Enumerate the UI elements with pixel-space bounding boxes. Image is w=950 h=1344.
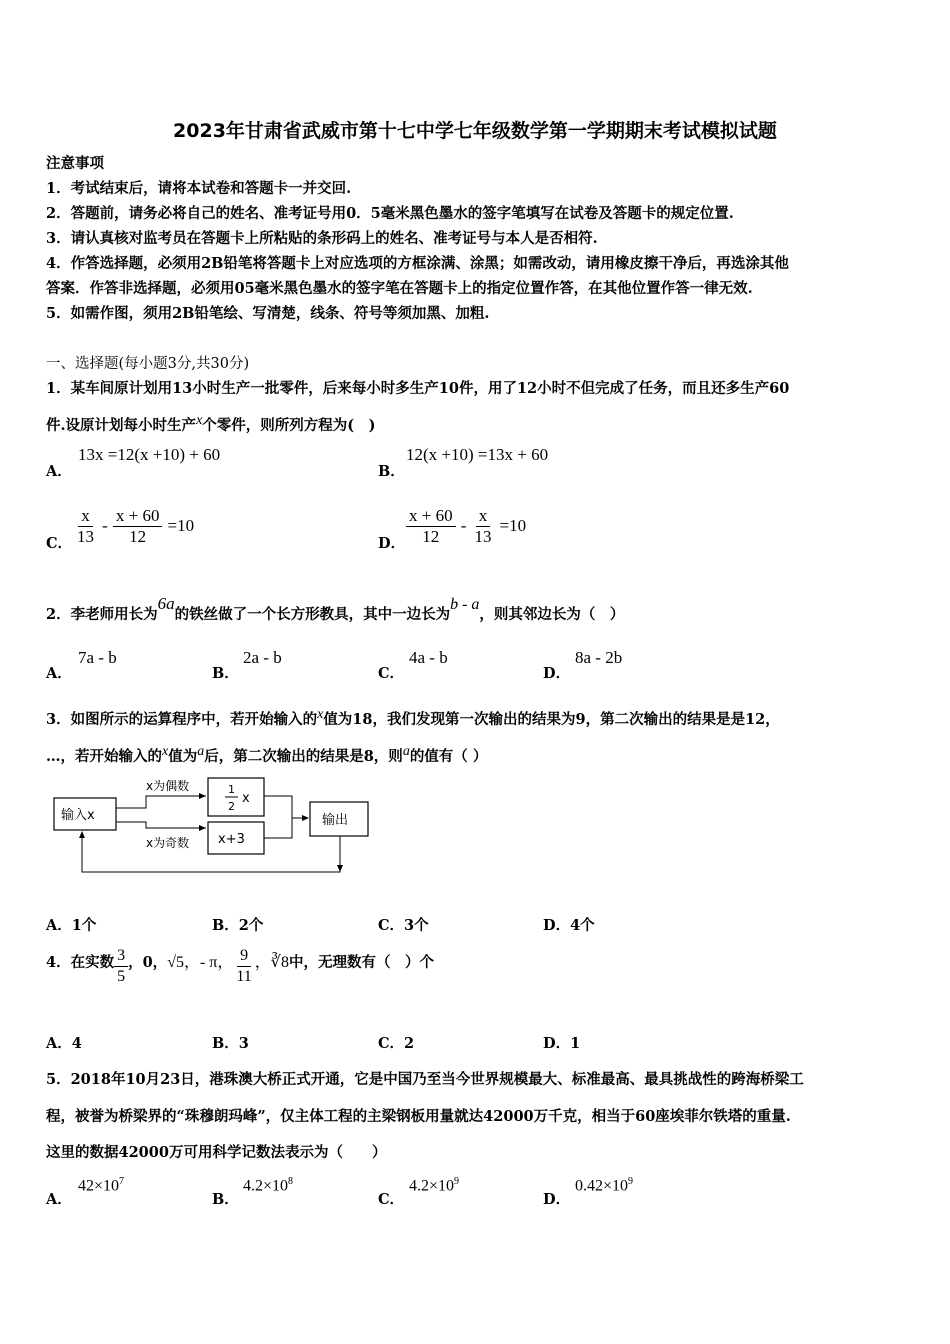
option-b-math: 2a - b bbox=[243, 648, 282, 667]
option-b-math: $4.2\times 10^8$ bbox=[243, 1176, 294, 1195]
flow-half-num: 1 bbox=[228, 783, 235, 796]
option-c-math: $\frac{x}{13}$ - $\frac{x + 60}{12}$ =10 bbox=[77, 506, 195, 546]
option-a-math: 13x =12(x +10) + 60 bbox=[78, 445, 221, 464]
flow-odd-label: x为奇数 bbox=[146, 836, 190, 850]
question-2: 2．李老师用长为6a的铁丝做了一个长方形教具，其中一边长为b - a，则其邻边长为（ ） bbox=[46, 594, 625, 623]
option-b[interactable]: B．3 bbox=[212, 1035, 249, 1052]
question-1-line1: 1．某车间原计划用13小时生产一批零件，后来每小时多生产10件，用了12小时不但完成了任务，而且还多生产60 bbox=[46, 380, 790, 397]
option-a[interactable]: A．4 bbox=[46, 1035, 82, 1052]
flow-arrowhead bbox=[302, 815, 309, 821]
flow-arrowhead bbox=[199, 825, 206, 831]
question-4: 4．在实数 $\frac{3}{5}$ ，0，√5，- π， $\frac{9}{11}$ ，∛8中，无理数有（ ）个 bbox=[46, 947, 434, 985]
flow-arrowhead bbox=[337, 865, 343, 872]
question-3-line1: 3．如图所示的运算程序中，若开始输入的x值为18，我们发现第一次输出的结果为9，第二次输出的结果是是12， bbox=[46, 707, 780, 728]
flow-half-x: x bbox=[242, 791, 250, 806]
option-d-math: $0.42\times 10^9$ bbox=[575, 1176, 634, 1195]
option-c[interactable]: C． bbox=[378, 1191, 405, 1208]
flow-loop bbox=[82, 832, 340, 872]
notice-item: 3．请认真核对监考员在答题卡上所粘贴的条形码上的姓名、准考证号与本人是否相符. bbox=[46, 230, 598, 247]
option-d[interactable]: D．1 bbox=[543, 1035, 581, 1052]
flow-plus3-label: x+3 bbox=[218, 832, 245, 847]
question-5-line2: 程，被誉为桥梁界的“珠穆朗玛峰”，仅主体工程的主梁钢板用量就达42000万千克，相当于60座埃菲尔铁塔的重量. bbox=[46, 1108, 791, 1125]
option-a[interactable]: A． bbox=[46, 463, 72, 480]
question-5-line3: 这里的数据42000万可用科学记数法表示为（ ） bbox=[46, 1144, 387, 1161]
notice-item: 2．答题前，请务必将自己的姓名、准考证号用0．5毫米黑色墨水的签字笔填写在试卷及答题卡的规定位置. bbox=[46, 205, 734, 222]
question-1-line2: 件.设原计划每小时生产x个零件，则所列方程为( ) bbox=[46, 413, 376, 434]
option-a[interactable]: A． bbox=[46, 665, 72, 682]
option-c-math: 4a - b bbox=[409, 648, 448, 667]
flow-half-den: 2 bbox=[228, 800, 235, 813]
notice-heading: 注意事项 bbox=[46, 155, 104, 172]
section-heading: 一、选择题(每小题3分,共30分) bbox=[46, 356, 250, 372]
flow-even-label: x为偶数 bbox=[146, 779, 190, 793]
question-3-line2: …，若开始输入的x值为a后，第二次输出的结果是8，则a的值有（ ） bbox=[46, 744, 488, 765]
flow-arrow-even bbox=[116, 796, 206, 808]
option-a[interactable]: A． bbox=[46, 1191, 72, 1208]
option-d[interactable]: D． bbox=[543, 1191, 571, 1208]
page-title: 2023年甘肃省武威市第十七中学七年级数学第一学期期末考试模拟试题 bbox=[173, 120, 777, 142]
flow-input-label: 输入x bbox=[61, 808, 95, 823]
option-d-math: $\frac{x + 60}{12}$ - $\frac{x}{13}$ =10 bbox=[406, 506, 526, 547]
flow-diagram bbox=[46, 772, 376, 880]
option-c[interactable]: C． bbox=[46, 535, 73, 552]
option-a-math: $42\times 10^7$ bbox=[78, 1176, 125, 1195]
option-a-math: 7a - b bbox=[78, 648, 117, 667]
flow-arrowhead bbox=[79, 831, 85, 838]
option-c-math: $4.2\times 10^9$ bbox=[409, 1176, 460, 1195]
notice-item: 答案．作答非选择题，必须用05毫米黑色墨水的签字笔在答题卡上的指定位置作答，在其他位置作答一律无效. bbox=[46, 280, 753, 297]
notice-item: 5．如需作图，须用2B铅笔绘、写清楚，线条、符号等须加黑、加粗. bbox=[46, 305, 490, 322]
option-c[interactable]: C．2 bbox=[378, 1035, 415, 1052]
notice-item: 1．考试结束后，请将本试卷和答题卡一并交回. bbox=[46, 180, 352, 197]
option-d[interactable]: D． bbox=[543, 665, 571, 682]
flow-arrowhead bbox=[199, 793, 206, 799]
question-5-line1: 5．2018年10月23日，港珠澳大桥正式开通，它是中国乃至当今世界规模最大、标准最高、最具挑战性的跨海桥梁工 bbox=[46, 1071, 804, 1088]
option-b-math: 12(x +10) =13x + 60 bbox=[406, 445, 549, 464]
flow-arrow-odd bbox=[116, 822, 206, 828]
option-c[interactable]: C． bbox=[378, 665, 405, 682]
option-d[interactable]: D．4个 bbox=[543, 917, 595, 934]
option-d[interactable]: D． bbox=[378, 535, 406, 552]
option-b[interactable]: B． bbox=[212, 1191, 239, 1208]
flow-arrow-out1 bbox=[264, 796, 308, 818]
flow-arrow-out2 bbox=[264, 818, 292, 838]
option-b[interactable]: B． bbox=[212, 665, 239, 682]
option-c[interactable]: C．3个 bbox=[378, 917, 429, 934]
flow-output-label: 输出 bbox=[322, 813, 349, 828]
option-d-math: 8a - 2b bbox=[575, 648, 623, 667]
option-b[interactable]: B．2个 bbox=[212, 917, 264, 934]
option-b[interactable]: B． bbox=[378, 463, 405, 480]
option-a[interactable]: A．1个 bbox=[46, 917, 97, 934]
notice-item: 4．作答选择题，必须用2B铅笔将答题卡上对应选项的方框涂满、涂黑；如需改动，请用橡皮擦干净后，再选涂其他 bbox=[46, 255, 789, 272]
